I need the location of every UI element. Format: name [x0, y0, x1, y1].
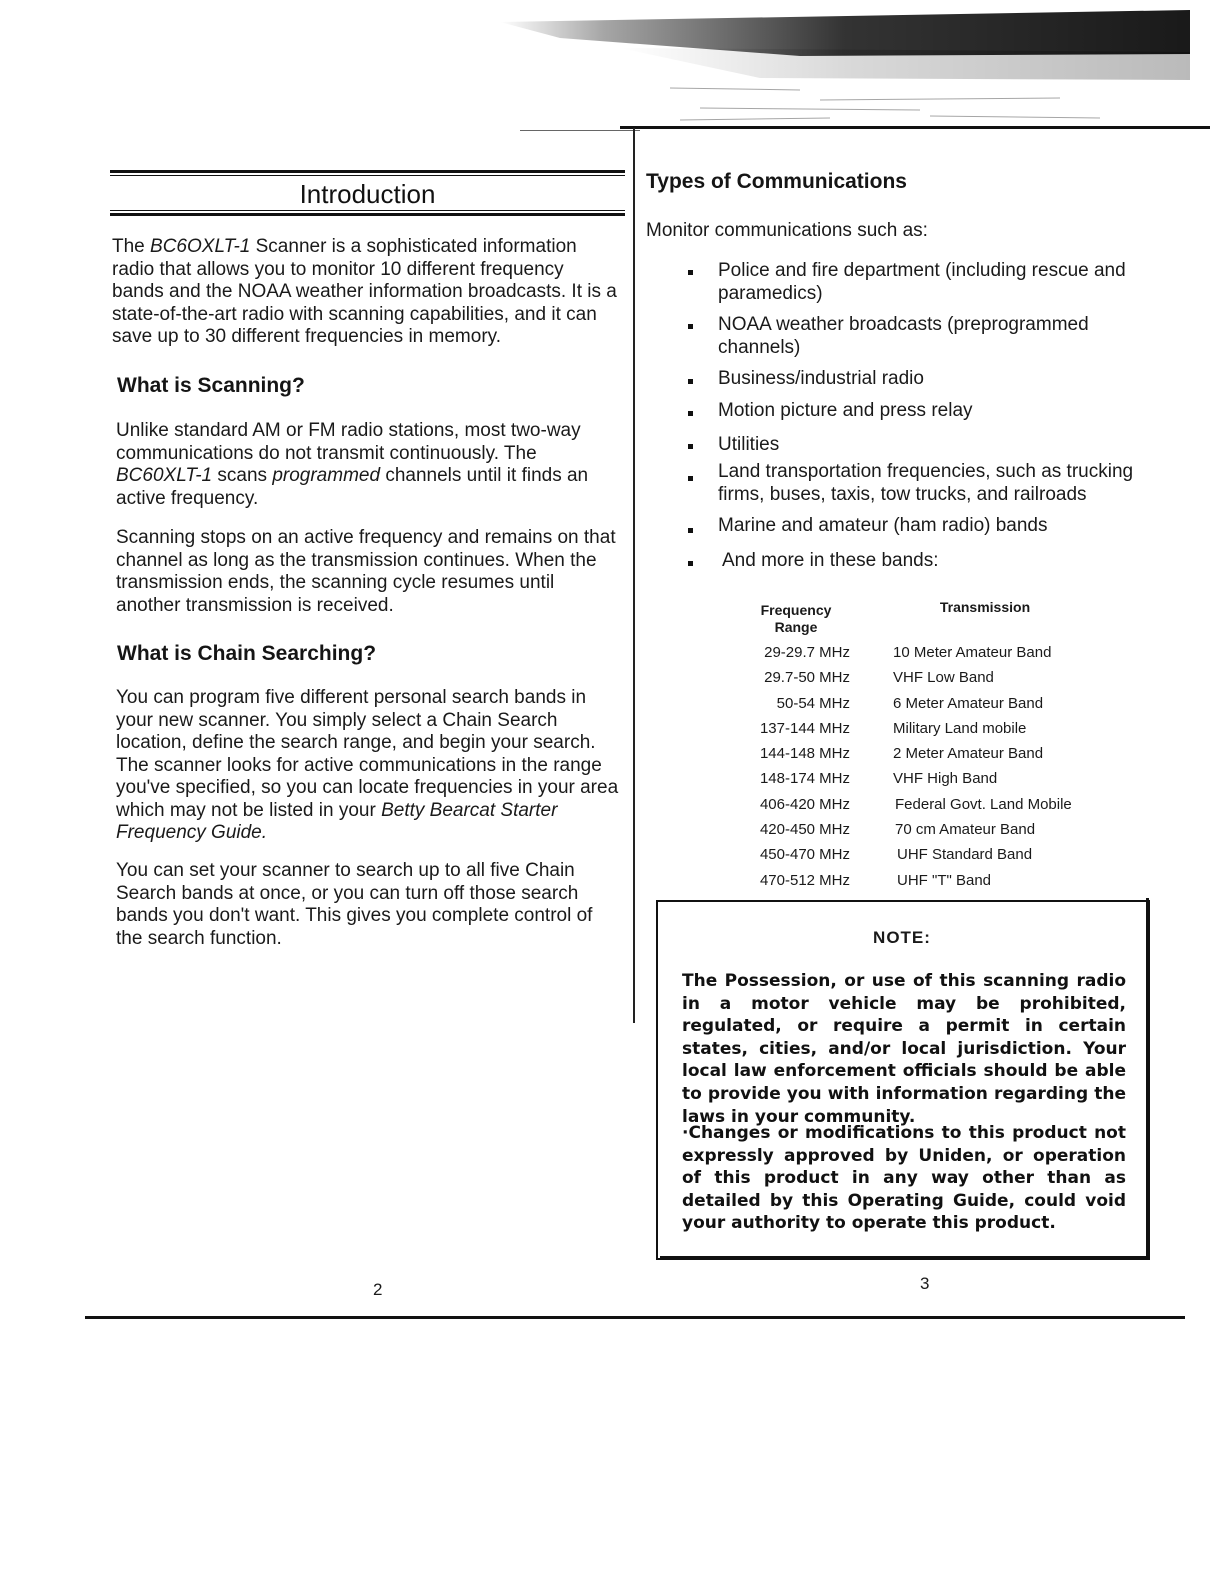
trans-cell: 2 Meter Amateur Band	[893, 745, 1044, 763]
intro-rule-top-thin	[110, 175, 625, 176]
intro-rule-top	[110, 170, 625, 173]
freq-cell: 148-174 MHz	[759, 770, 850, 788]
scanning-text-b: scans	[212, 465, 273, 486]
model-name: BC6OXLT-1	[150, 236, 251, 257]
table-row	[740, 669, 1120, 694]
bullet-item: And more in these bands:	[722, 550, 939, 571]
freq-cell: 420-450 MHz	[759, 821, 850, 839]
freq-cell: 29-29.7 MHz	[764, 644, 850, 661]
intro-rule-bottom	[110, 213, 625, 216]
bullet-marker	[688, 528, 693, 533]
bullet-item: Business/industrial radio	[718, 368, 924, 389]
chain-paragraph-2: You can set your scanner to search up to all five Chain Search bands at once, or you can turn off those search bands you don't want. This gives you complete control of the search function.	[116, 860, 593, 949]
scanning-heading: What is Scanning?	[117, 374, 305, 397]
table-row	[740, 796, 1120, 821]
trans-cell: 6 Meter Amateur Band	[893, 694, 1044, 712]
page-divider	[633, 128, 635, 1023]
freq-cell: 470-512 MHz	[759, 871, 850, 889]
freq-cell: 450-470 MHz	[759, 846, 850, 864]
chain-paragraph-1	[116, 687, 621, 845]
bullet-marker	[688, 324, 693, 329]
table-row	[740, 846, 1120, 871]
bullet-item: NOAA weather broadcasts (preprogrammed channels)	[718, 314, 1089, 358]
bullet-marker	[688, 444, 693, 449]
programmed-word: programmed	[272, 465, 381, 486]
monitor-intro: Monitor communications such as:	[646, 220, 928, 241]
bullet-item: Land transportation frequencies, such as trucking firms, buses, taxis, tow trucks, and railroads	[718, 461, 1134, 505]
scanning-paragraph-1	[116, 420, 621, 510]
chain-text: You can program five different personal search bands in your new scanner. You simply select a Chain Search location, define the search range, and begin your search. The scanner looks for active communications in the range you've specified, so you can locate frequencies in your area which may not be listed in your	[116, 687, 619, 821]
bullet-marker	[688, 411, 693, 416]
note-title: NOTE:	[873, 928, 931, 947]
trans-cell: UHF "T" Band	[897, 871, 992, 889]
bullet-marker	[688, 476, 693, 481]
trans-cell: Military Land mobile	[893, 719, 1027, 737]
guide-title: Betty Bearcat Starter Frequency Guide.	[116, 799, 558, 843]
scanning-text-a: Unlike standard AM or FM radio stations, most two-way communications do not transmit continuously. The	[116, 420, 581, 464]
bullet-marker	[688, 270, 693, 275]
page-number-right: 3	[920, 1274, 930, 1293]
introduction-title: Introduction	[299, 179, 436, 209]
freq-cell: 406-420 MHz	[759, 795, 850, 813]
freq-cell: 29.7-50 MHz	[764, 669, 850, 687]
model-name: BC60XLT-1	[116, 465, 213, 486]
intro-rule-bottom-thin	[110, 210, 625, 211]
trans-cell: VHF Low Band	[893, 669, 994, 687]
scanning-text-c: channels until it finds an active frequency.	[116, 465, 589, 509]
header-frequency-line1: Frequency	[760, 602, 832, 618]
table-row	[740, 821, 1120, 846]
intro-text: Scanner is a sophisticated information radio that allows you to monitor 10 different frequency bands and the NOAA weather information broadcasts. It is a state-of-the-art radio with scanning capabilities, and it can save up to 30 different frequencies in memory.	[112, 236, 617, 347]
bullet-marker	[688, 379, 693, 384]
note-paragraph-2: ·Changes or modifications to this product not expressly approved by Uniden, or operation of this product in any way other than as detailed by this Operating Guide, could void your authority to operate this product.	[682, 1123, 1126, 1234]
top-rule-thin	[520, 130, 640, 131]
note-box-shadow-bottom	[660, 1256, 1150, 1259]
scan-streak-artifact	[500, 8, 1190, 138]
scanning-paragraph-2: Scanning stops on an active frequency and remains on that channel as long as the transmission continues. When the transmission ends, the scanning cycle resumes until another transmission is received.	[116, 527, 616, 616]
bullet-item: Marine and amateur (ham radio) bands	[718, 515, 1048, 536]
table-row	[740, 745, 1120, 770]
page-number-left: 2	[373, 1280, 383, 1299]
bullet-item: Motion picture and press relay	[718, 400, 973, 421]
table-header-transmission: Transmission	[939, 599, 1031, 615]
trans-cell: VHF High Band	[893, 770, 998, 788]
table-row	[740, 872, 1120, 897]
note-text-2: Changes or modifications to this product not expressly approved by Uniden, or operation of this product in any way other than as detailed by this Operating Guide, could void your authority to operate this product.	[682, 1123, 1126, 1234]
trans-cell: UHF Standard Band	[897, 846, 1033, 864]
trans-cell: Federal Govt. Land Mobile	[895, 795, 1072, 813]
intro-paragraph: The BC6OXLT-1 Scanner is a sophisticated information radio that allows you to monitor 10 different frequency bands and the NOAA weather information broadcasts. It is a state-of-the-art radio with scanning capabilities, and it can save up to 30 different frequencies in memory.	[112, 236, 617, 347]
bullet-marker	[688, 561, 693, 566]
freq-cell: 50-54 MHz	[776, 694, 850, 712]
freq-cell: 137-144 MHz	[759, 719, 850, 737]
freq-cell: 144-148 MHz	[759, 745, 850, 763]
table-row	[740, 644, 1120, 669]
table-row	[740, 770, 1120, 795]
types-title: Types of Communications	[646, 170, 907, 193]
chain-heading: What is Chain Searching?	[117, 642, 377, 665]
bullet-item: Police and fire department (including rescue and paramedics)	[718, 260, 1126, 304]
bullet-item: Utilities	[718, 434, 780, 455]
note-paragraph-1: The Possession, or use of this scanning radio in a motor vehicle may be prohibited, regulated, or require a permit in certain states, cities, and/or local jurisdiction. Your local law enforcement officials should be able to provide you with information regarding the laws in your community.	[682, 971, 1126, 1127]
note-box-shadow-right	[1146, 898, 1149, 1260]
bottom-rule	[85, 1316, 1185, 1319]
trans-cell: 70 cm Amateur Band	[895, 821, 1036, 839]
trans-cell: 10 Meter Amateur Band	[893, 644, 1052, 661]
top-rule	[620, 126, 1210, 129]
table-header-frequency	[746, 602, 846, 636]
band-table	[740, 644, 1120, 897]
header-frequency-line2: Range	[774, 619, 818, 635]
table-row	[740, 720, 1120, 745]
table-row	[740, 695, 1120, 720]
